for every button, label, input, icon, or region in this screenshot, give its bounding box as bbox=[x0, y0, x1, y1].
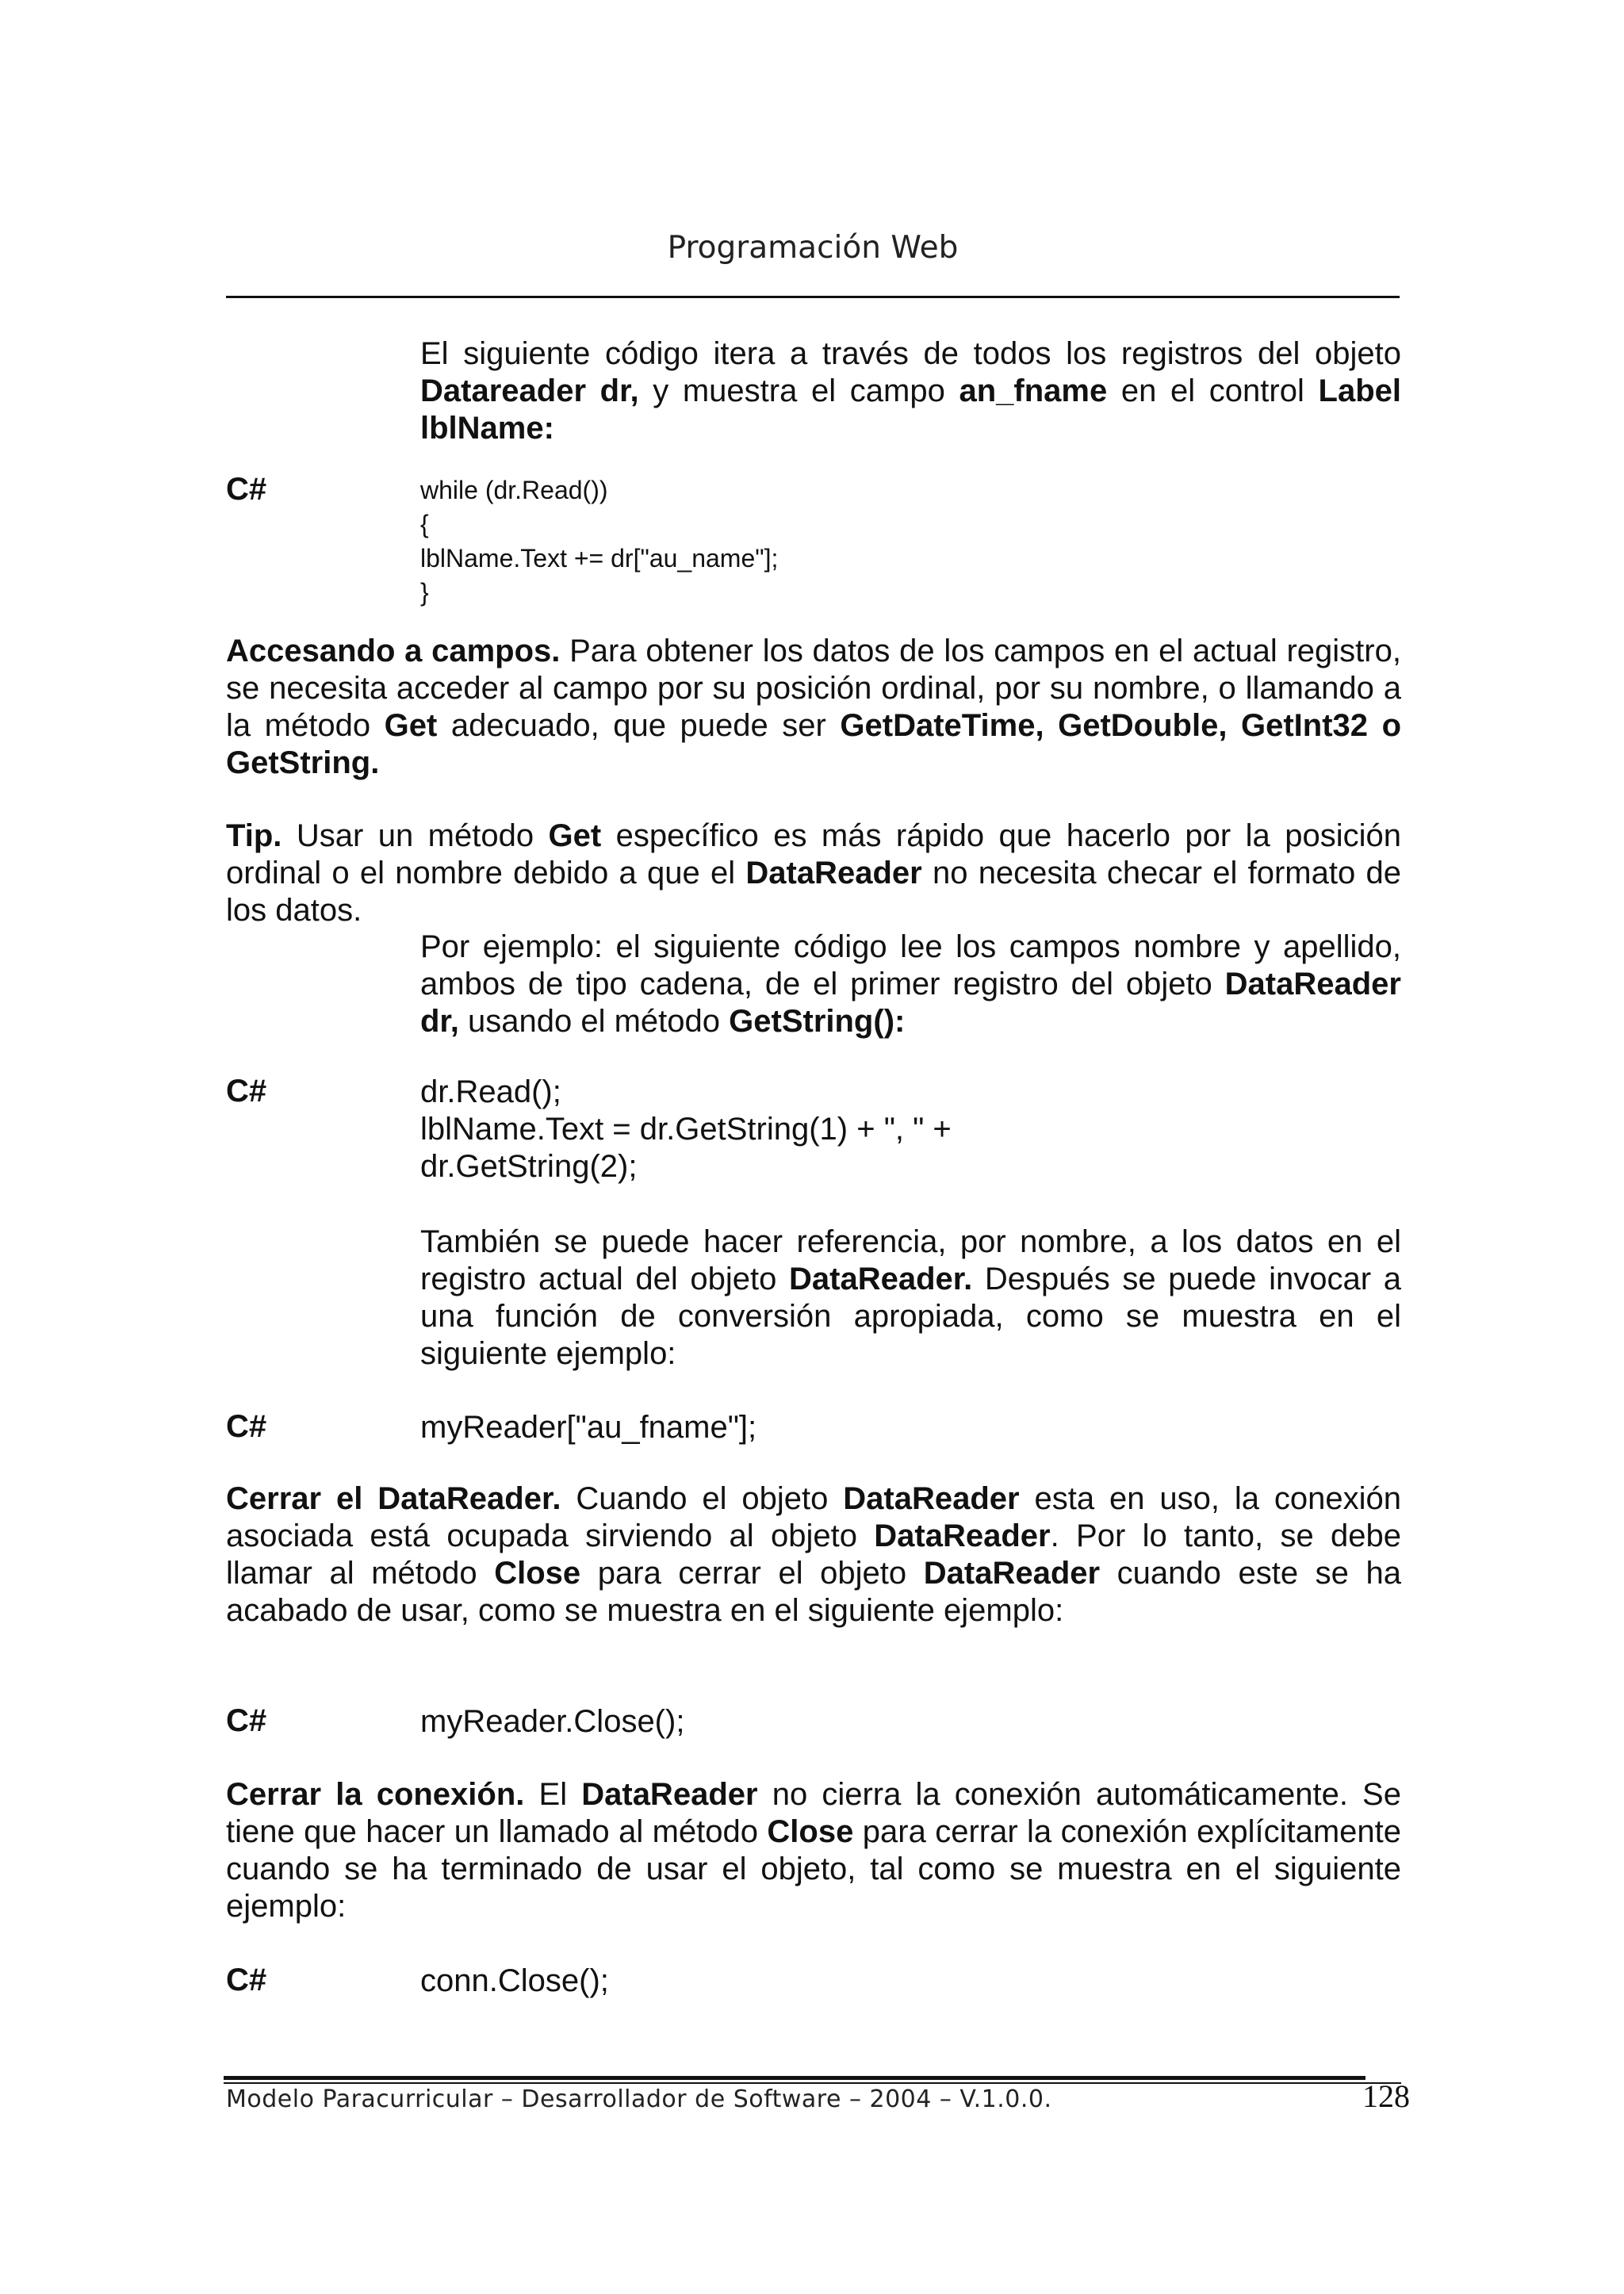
code-label-csharp: C# bbox=[226, 1074, 267, 1109]
code-label-csharp: C# bbox=[226, 1409, 267, 1444]
code-line-conn-close: conn.Close(); bbox=[420, 1963, 609, 1998]
code-label-csharp: C# bbox=[226, 472, 267, 507]
tip-paragraph: Tip. Usar un método Get específico es más rápido que hacerlo por la posición ordinal o el nombre debido a que el DataReader no necesita checar el formato de los datos. bbox=[226, 818, 1401, 928]
code-line-close: myReader.Close(); bbox=[420, 1704, 685, 1739]
code-line: { bbox=[420, 510, 429, 538]
footer-rule-thin bbox=[224, 2082, 1401, 2084]
code-line: dr.GetString(2); bbox=[420, 1149, 638, 1184]
code-label-csharp: C# bbox=[226, 1703, 267, 1738]
page-number: 128 bbox=[1362, 2078, 1410, 2114]
code-line-myreader: myReader["au_fname"]; bbox=[420, 1410, 757, 1445]
code-line: lblName.Text = dr.GetString(1) + ", " + bbox=[420, 1112, 952, 1147]
tambien-paragraph: También se puede hacer referencia, por nombre, a los datos en el registro actual del objeto DataReader. Después se puede invocar a una función de conversión apropiada, como se muestra en el siguiente ejemplo: bbox=[420, 1224, 1401, 1371]
intro-paragraph: El siguiente código itera a través de todos los registros del objeto Datareader dr, y muestra el campo an_fname en el control Label lblName: bbox=[420, 336, 1401, 446]
code-line: while (dr.Read()) bbox=[420, 476, 608, 504]
footer-rule-thick bbox=[224, 2076, 1365, 2080]
cerrar-conexion-paragraph: Cerrar la conexión. El DataReader no cierra la conexión automáticamente. Se tiene que hacer un llamado al método Close para cerrar la conexión explícitamente cuando se ha terminado de usar el objeto, tal como se muestra en el siguiente ejemplo: bbox=[226, 1777, 1401, 1924]
code-block-getstring bbox=[420, 1074, 952, 1185]
code-line: lblName.Text += dr["au_name"]; bbox=[420, 544, 779, 573]
page-header-title: Programación Web bbox=[667, 230, 959, 266]
cerrar-datareader-paragraph: Cerrar el DataReader. Cuando el objeto DataReader esta en uso, la conexión asociada está ocupada sirviendo al objeto DataReader. Por lo tanto, se debe llamar al método Close para cerrar el objeto DataReader cuando este se ha acabado de usar, como se muestra en el siguiente ejemplo: bbox=[226, 1481, 1402, 1628]
code-block-while bbox=[420, 473, 778, 610]
tip-example-paragraph: Por ejemplo: el siguiente código lee los campos nombre y apellido, ambos de tipo cadena, de el primer registro del objeto DataReader dr, usando el método GetString(): bbox=[420, 929, 1401, 1039]
footer-text: Modelo Paracurricular – Desarrollador de Software – 2004 – V.1.0.0. bbox=[226, 2085, 1052, 2113]
code-line: dr.Read(); bbox=[420, 1074, 561, 1109]
accesando-paragraph: Accesando a campos. Para obtener los datos de los campos en el actual registro, se necesita acceder al campo por su posición ordinal, por su nombre, o llamando a la método Get adecuado, que puede ser GetDateTime, GetDouble, GetInt32 o GetString. bbox=[226, 634, 1401, 780]
code-label-csharp: C# bbox=[226, 1963, 267, 1997]
code-line: } bbox=[420, 578, 429, 607]
header-rule bbox=[226, 296, 1400, 298]
